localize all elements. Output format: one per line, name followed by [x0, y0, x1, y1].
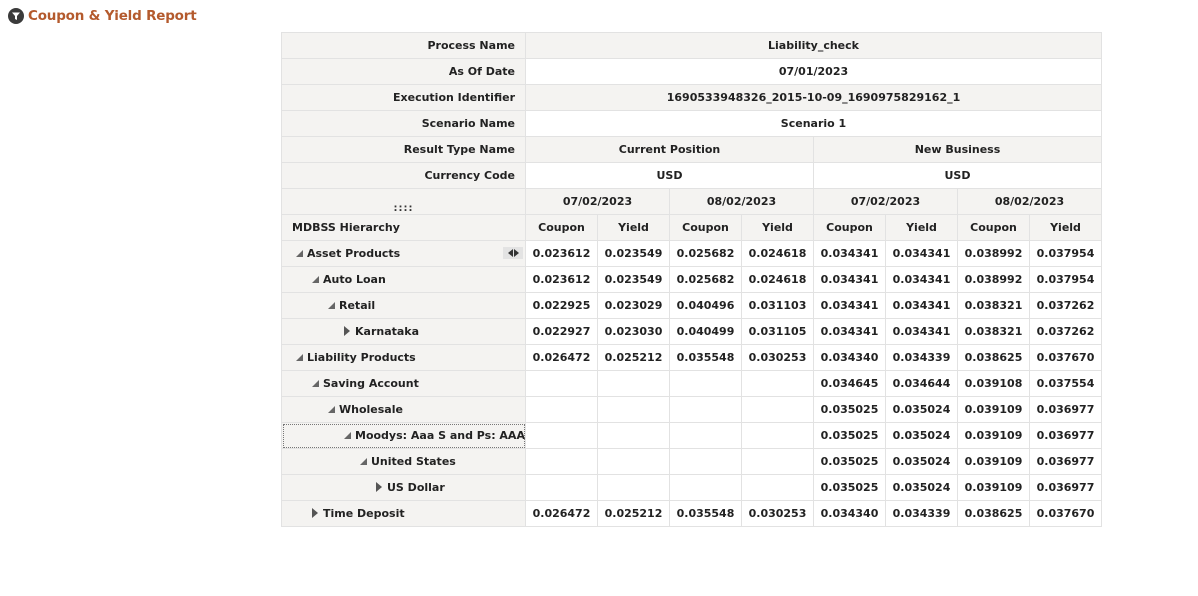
table-row	[282, 267, 1102, 293]
table-cell	[742, 423, 814, 449]
hierarchy-member-label: Wholesale	[339, 403, 403, 416]
table-cell: 0.034341	[814, 293, 886, 319]
table-cell: 0.035024	[886, 475, 958, 501]
table-cell: 0.036977	[1030, 449, 1102, 475]
table-cell	[670, 449, 742, 475]
measure-header[interactable]: Yield	[886, 215, 958, 241]
table-cell: 0.037670	[1030, 501, 1102, 527]
table-cell	[526, 475, 598, 501]
table-cell: 0.035025	[814, 475, 886, 501]
table-cell: 0.034341	[814, 267, 886, 293]
table-cell: 0.023030	[598, 319, 670, 345]
measure-header[interactable]: Yield	[1030, 215, 1102, 241]
result-type-current-position[interactable]: Current Position	[526, 137, 814, 163]
hierarchy-member[interactable]	[282, 449, 526, 475]
table-cell: 0.034644	[886, 371, 958, 397]
table-row	[282, 423, 1102, 449]
table-cell: 0.038625	[958, 501, 1030, 527]
table-cell: 0.026472	[526, 501, 598, 527]
table-cell: 0.024618	[742, 267, 814, 293]
expand-triangle-icon[interactable]	[312, 508, 318, 518]
table-row	[282, 241, 1102, 267]
table-cell: 0.039109	[958, 423, 1030, 449]
table-cell: 0.025682	[670, 267, 742, 293]
hierarchy-member-label: Auto Loan	[323, 273, 386, 286]
collapse-triangle-icon[interactable]	[328, 406, 335, 413]
table-cell: 0.040499	[670, 319, 742, 345]
collapse-triangle-icon[interactable]	[312, 380, 319, 387]
hierarchy-member[interactable]	[282, 397, 526, 423]
date-row	[282, 189, 1102, 215]
table-cell: 0.038625	[958, 345, 1030, 371]
measure-header[interactable]: Yield	[742, 215, 814, 241]
pov-value: Scenario 1	[526, 111, 1102, 137]
hierarchy-member[interactable]	[282, 501, 526, 527]
arrow-right-icon	[514, 249, 519, 257]
pov-label: Execution Identifier	[282, 85, 526, 111]
table-cell: 0.035024	[886, 397, 958, 423]
table-cell: 0.025212	[598, 501, 670, 527]
column-resize-handle-icon[interactable]	[503, 247, 523, 259]
table-row	[282, 319, 1102, 345]
table-cell: 0.034341	[886, 293, 958, 319]
table-cell	[526, 423, 598, 449]
table-cell: 0.039109	[958, 397, 1030, 423]
table-cell: 0.030253	[742, 501, 814, 527]
pov-label: Scenario Name	[282, 111, 526, 137]
table-cell: 0.036977	[1030, 475, 1102, 501]
hierarchy-member[interactable]	[282, 345, 526, 371]
table-cell	[742, 371, 814, 397]
date-header[interactable]: 07/02/2023	[814, 189, 958, 215]
expand-triangle-icon[interactable]	[344, 326, 350, 336]
currency-value[interactable]: USD	[526, 163, 814, 189]
table-cell: 0.025682	[670, 241, 742, 267]
table-cell: 0.037670	[1030, 345, 1102, 371]
table-cell: 0.023029	[598, 293, 670, 319]
report-title: Coupon & Yield Report	[28, 8, 197, 24]
hierarchy-member-label: Asset Products	[307, 247, 401, 260]
table-cell: 0.038321	[958, 319, 1030, 345]
report-title-bar	[8, 6, 196, 26]
table-cell: 0.031103	[742, 293, 814, 319]
collapse-triangle-icon[interactable]	[328, 302, 335, 309]
measure-header[interactable]: Coupon	[958, 215, 1030, 241]
measure-header[interactable]: Coupon	[670, 215, 742, 241]
table-cell: 0.035025	[814, 449, 886, 475]
measure-header[interactable]: Coupon	[814, 215, 886, 241]
hierarchy-member-label: Karnataka	[355, 325, 420, 338]
measure-header[interactable]: Yield	[598, 215, 670, 241]
table-cell: 0.035024	[886, 449, 958, 475]
table-cell	[742, 475, 814, 501]
hierarchy-member[interactable]	[282, 371, 526, 397]
table-cell	[670, 475, 742, 501]
table-cell: 0.026472	[526, 345, 598, 371]
table-cell	[598, 423, 670, 449]
table-cell: 0.039109	[958, 475, 1030, 501]
hierarchy-member-label: Time Deposit	[323, 507, 405, 520]
measure-header[interactable]: Coupon	[526, 215, 598, 241]
table-cell: 0.022927	[526, 319, 598, 345]
table-cell	[526, 371, 598, 397]
table-cell: 0.023612	[526, 241, 598, 267]
table-row	[282, 475, 1102, 501]
pov-row	[282, 111, 1102, 137]
table-cell: 0.024618	[742, 241, 814, 267]
filter-icon[interactable]	[8, 8, 24, 24]
hierarchy-member-label: Moodys: Aaa S and Ps: AAA	[355, 429, 525, 442]
collapse-triangle-icon[interactable]	[296, 354, 303, 361]
table-cell: 0.038992	[958, 267, 1030, 293]
table-cell: 0.037954	[1030, 267, 1102, 293]
collapse-triangle-icon[interactable]	[344, 432, 351, 439]
table-cell: 0.030253	[742, 345, 814, 371]
hierarchy-member[interactable]	[282, 319, 526, 345]
table-row	[282, 293, 1102, 319]
table-cell	[670, 371, 742, 397]
expand-triangle-icon[interactable]	[376, 482, 382, 492]
table-cell: 0.037262	[1030, 293, 1102, 319]
table-cell: 0.023549	[598, 267, 670, 293]
table-cell: 0.036977	[1030, 397, 1102, 423]
pov-row	[282, 85, 1102, 111]
pov-row	[282, 59, 1102, 85]
table-cell: 0.034340	[814, 345, 886, 371]
table-cell: 0.035025	[814, 423, 886, 449]
result-type-row	[282, 137, 1102, 163]
table-cell: 0.034339	[886, 501, 958, 527]
date-header[interactable]: 08/02/2023	[670, 189, 814, 215]
hierarchy-member-label: US Dollar	[387, 481, 445, 494]
table-row	[282, 449, 1102, 475]
date-header[interactable]: 07/02/2023	[526, 189, 670, 215]
hierarchy-member-label: United States	[371, 455, 456, 468]
result-type-label: Result Type Name	[282, 137, 526, 163]
pov-value: Liability_check	[526, 33, 1102, 59]
table-cell: 0.037554	[1030, 371, 1102, 397]
collapse-triangle-icon[interactable]	[312, 276, 319, 283]
table-cell: 0.034341	[886, 267, 958, 293]
currency-label: Currency Code	[282, 163, 526, 189]
table-cell: 0.038321	[958, 293, 1030, 319]
table-cell: 0.034340	[814, 501, 886, 527]
table-cell: 0.034645	[814, 371, 886, 397]
table-cell: 0.037262	[1030, 319, 1102, 345]
table-cell	[742, 449, 814, 475]
table-cell	[598, 397, 670, 423]
table-cell: 0.023549	[598, 241, 670, 267]
table-cell: 0.022925	[526, 293, 598, 319]
table-cell: 0.039109	[958, 449, 1030, 475]
table-cell: 0.034341	[814, 319, 886, 345]
table-row	[282, 501, 1102, 527]
table-cell: 0.038992	[958, 241, 1030, 267]
hierarchy-member-label: Retail	[339, 299, 376, 312]
pov-label: Process Name	[282, 33, 526, 59]
pov-row	[282, 33, 1102, 59]
table-cell	[742, 397, 814, 423]
table-cell: 0.034339	[886, 345, 958, 371]
drag-handle-dots: ::::	[393, 203, 414, 214]
collapse-triangle-icon[interactable]	[296, 250, 303, 257]
hierarchy-member-label: Saving Account	[323, 377, 419, 390]
date-header[interactable]: 08/02/2023	[958, 189, 1102, 215]
hierarchy-member[interactable]	[282, 267, 526, 293]
table-cell: 0.031105	[742, 319, 814, 345]
table-cell	[526, 397, 598, 423]
table-cell	[526, 449, 598, 475]
pivot-table	[281, 32, 1102, 527]
currency-row	[282, 163, 1102, 189]
table-cell	[598, 475, 670, 501]
pov-value: 1690533948326_2015-10-09_1690975829162_1	[526, 85, 1102, 111]
arrow-left-icon	[508, 249, 513, 257]
drag-handle[interactable]	[282, 189, 526, 215]
table-cell: 0.035024	[886, 423, 958, 449]
table-cell: 0.034341	[886, 241, 958, 267]
table-cell	[598, 449, 670, 475]
hierarchy-member[interactable]	[282, 475, 526, 501]
table-cell: 0.034341	[814, 241, 886, 267]
table-row	[282, 371, 1102, 397]
table-cell: 0.023612	[526, 267, 598, 293]
result-type-new-business[interactable]: New Business	[814, 137, 1102, 163]
hierarchy-member-label: Liability Products	[307, 351, 416, 364]
table-row	[282, 345, 1102, 371]
table-cell: 0.034341	[886, 319, 958, 345]
table-cell: 0.037954	[1030, 241, 1102, 267]
table-cell	[598, 371, 670, 397]
hierarchy-member[interactable]	[282, 423, 526, 449]
table-cell: 0.025212	[598, 345, 670, 371]
hierarchy-member[interactable]	[282, 293, 526, 319]
pov-label: As Of Date	[282, 59, 526, 85]
table-cell	[670, 397, 742, 423]
hierarchy-member[interactable]	[282, 241, 526, 267]
table-cell: 0.035548	[670, 501, 742, 527]
currency-value[interactable]: USD	[814, 163, 1102, 189]
pov-value: 07/01/2023	[526, 59, 1102, 85]
hierarchy-label: MDBSS Hierarchy	[282, 215, 526, 241]
table-row	[282, 397, 1102, 423]
table-cell: 0.035025	[814, 397, 886, 423]
measure-row	[282, 215, 1102, 241]
table-cell: 0.039108	[958, 371, 1030, 397]
table-cell	[670, 423, 742, 449]
table-cell: 0.036977	[1030, 423, 1102, 449]
table-cell: 0.040496	[670, 293, 742, 319]
table-cell: 0.035548	[670, 345, 742, 371]
collapse-triangle-icon[interactable]	[360, 458, 367, 465]
